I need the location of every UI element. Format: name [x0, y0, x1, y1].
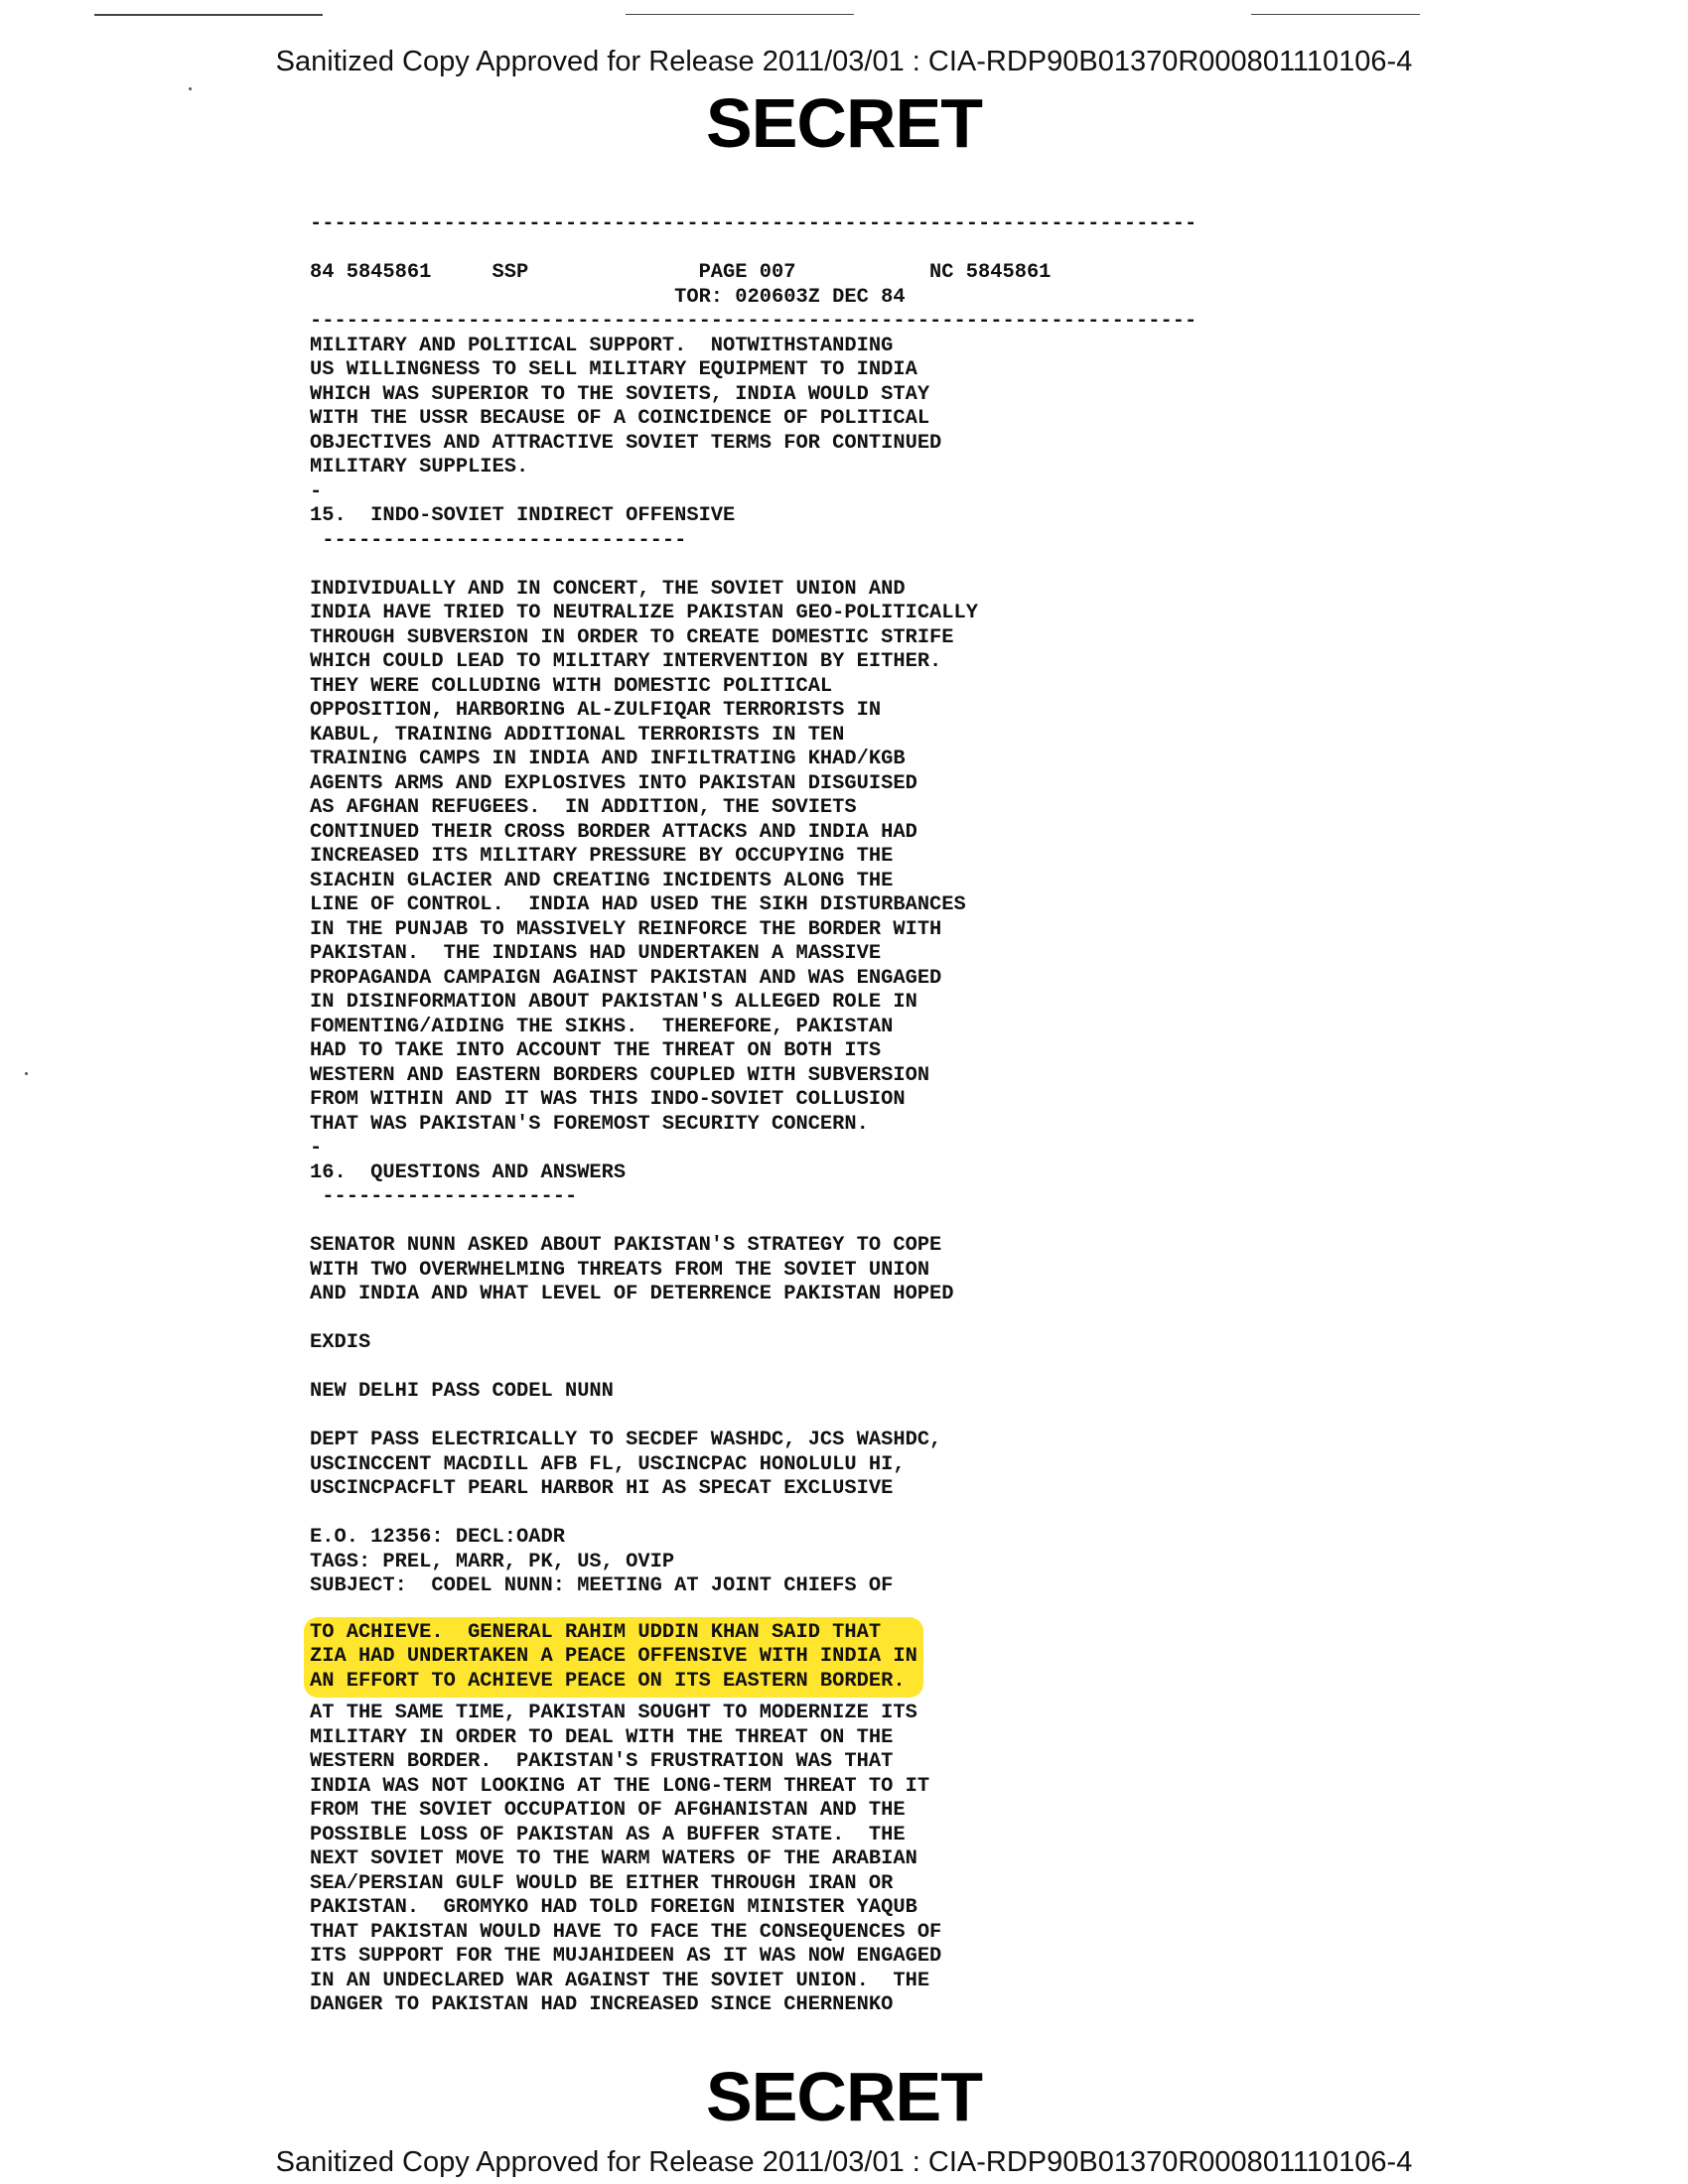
separator: -	[310, 1137, 323, 1160]
separator: -	[310, 479, 323, 503]
scan-artifact-line	[626, 14, 854, 15]
highlighted-passage: TO ACHIEVE. GENERAL RAHIM UDDIN KHAN SAID THAT ZIA HAD UNDERTAKEN A PEACE OFFENSIVE WITH INDIA IN AN EFFORT TO ACHIEVE PEACE ON ITS EASTERN BORDER.	[304, 1617, 923, 1699]
release-banner-bottom: Sanitized Copy Approved for Release 2011/03/01 : CIA-RDP90B01370R000801110106-4	[275, 2146, 1413, 2178]
scan-artifact-line	[94, 14, 323, 16]
exdis-caveat: EXDIS	[310, 1331, 371, 1354]
scan-speck	[25, 1072, 28, 1075]
tor-line: TOR: 020603Z DEC 84	[310, 285, 906, 309]
section-16-heading: 16. QUESTIONS AND ANSWERS	[310, 1160, 627, 1184]
dept-pass-block: DEPT PASS ELECTRICALLY TO SECDEF WASHDC, JCS WASHDC, USCINCCENT MACDILL AFB FL, USCINCPAC HONOLULU HI, USCINCPACFLT PEARL HARBOR HI AS SPECAT EXCLUSIVE	[310, 1429, 942, 1500]
closing-body: AT THE SAME TIME, PAKISTAN SOUGHT TO MODERNIZE ITS MILITARY IN ORDER TO DEAL WITH THE THREAT ON THE WESTERN BORDER. PAKISTAN'S FRUSTRATION WAS THAT INDIA WAS NOT LOOKING AT THE LONG-TERM THREAT TO IT FROM THE SOVIET OCCUPATION OF AFGHANISTAN AND THE POSSIBLE LOSS OF PAKISTAN AS A BUFFER STATE. THE NEXT SOVIET MOVE TO THE WARM WATERS OF THE ARABIAN SEA/PERSIAN GULF WOULD BE EITHER THROUGH IRAN OR PAKISTAN. GROMYKO HAD TOLD FOREIGN MINISTER YAQUB THAT PAKISTAN WOULD HAVE TO FACE THE CONSEQUENCES OF ITS SUPPORT FOR THE MUJAHIDEEN AS IT WAS NOW ENGAGED IN AN UNDECLARED WAR AGAINST THE SOVIET UNION. THE DANGER TO PAKISTAN HAD INCREASED SINCE CHERNENKO	[310, 1702, 942, 2016]
cable-header-line: 84 5845861 SSP PAGE 007 NC 5845861	[310, 261, 1052, 284]
section-16-body: SENATOR NUNN ASKED ABOUT PAKISTAN'S STRATEGY TO COPE WITH TWO OVERWHELMING THREATS FROM THE SOVIET UNION AND INDIA AND WHAT LEVEL OF DETERRENCE PAKISTAN HOPED	[310, 1234, 954, 1305]
dash-rule: -------------------------------------------------------------------------	[310, 212, 1197, 235]
release-banner-top: Sanitized Copy Approved for Release 2011/03/01 : CIA-RDP90B01370R000801110106-4	[275, 46, 1413, 77]
eo-tags-subject-block: E.O. 12356: DECL:OADR TAGS: PREL, MARR, PK, US, OVIP SUBJECT: CODEL NUNN: MEETING AT JOINT CHIEFS OF	[310, 1526, 894, 1597]
para-14-tail: MILITARY AND POLITICAL SUPPORT. NOTWITHSTANDING US WILLINGNESS TO SELL MILITARY EQUIPMENT TO INDIA WHICH WAS SUPERIOR TO THE SOVIETS, INDIA WOULD STAY WITH THE USSR BECAUSE OF A COINCIDENCE OF POLITICAL OBJECTIVES AND ATTRACTIVE SOVIET TERMS FOR CONTINUED MILITARY SUPPLIES.	[310, 334, 942, 478]
dash-rule: -------------------------------------------------------------------------	[310, 310, 1197, 333]
section-16-underline: ---------------------	[310, 1185, 578, 1208]
section-15-body: INDIVIDUALLY AND IN CONCERT, THE SOVIET UNION AND INDIA HAVE TRIED TO NEUTRALIZE PAKISTAN GEO-POLITICALLY THROUGH SUBVERSION IN ORDER TO CREATE DOMESTIC STRIFE WHICH COULD LEAD TO MILITARY INTERVENTION BY EITHER. THEY WERE COLLUDING WITH DOMESTIC POLITICAL OPPOSITION, HARBORING AL-ZULFIQAR TERRORISTS IN KABUL, TRAINING ADDITIONAL TERRORISTS IN TEN TRAINING CAMPS IN INDIA AND INFILTRATING KHAD/KGB AGENTS ARMS AND EXPLOSIVES INTO PAKISTAN DISGUISED AS AFGHAN REFUGEES. IN ADDITION, THE SOVIETS CONTINUED THEIR CROSS BORDER ATTACKS AND INDIA HAD INCREASED ITS MILITARY PRESSURE BY OCCUPYING THE SIACHIN GLACIER AND CREATING INCIDENTS ALONG THE LINE OF CONTROL. INDIA HAD USED THE SIKH DISTURBANCES IN THE PUNJAB TO MASSIVELY REINFORCE THE BORDER WITH PAKISTAN. THE INDIANS HAD UNDERTAKEN A MASSIVE PROPAGANDA CAMPAIGN AGAINST PAKISTAN AND WAS ENGAGED IN DISINFORMATION ABOUT PAKISTAN'S ALLEGED ROLE IN FOMENTING/AIDING THE SIKHS. THEREFORE, PAKISTAN HAD TO TAKE INTO ACCOUNT THE THREAT ON BOTH ITS WESTERN AND EASTERN BORDERS COUPLED WITH SUBVERSION FROM WITHIN AND IT WAS THIS INDO-SOVIET COLLUSION THAT WAS PAKISTAN'S FOREMOST SECURITY CONCERN.	[310, 577, 979, 1136]
cable-body	[310, 212, 1283, 2018]
section-15-underline: ------------------------------	[310, 528, 687, 552]
classification-bottom: SECRET	[706, 2058, 982, 2135]
scan-artifact-line	[1251, 14, 1420, 15]
section-15-heading: 15. INDO-SOVIET INDIRECT OFFENSIVE	[310, 504, 736, 527]
classification-top: SECRET	[706, 84, 982, 162]
pass-line: NEW DELHI PASS CODEL NUNN	[310, 1380, 614, 1403]
